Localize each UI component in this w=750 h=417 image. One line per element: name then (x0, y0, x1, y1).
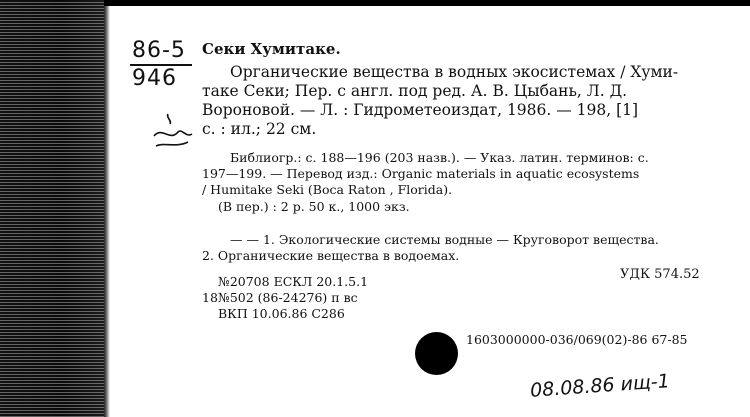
code-line: 1603000000-036/069(02)-86 67-85 (466, 332, 688, 347)
notes-line-3: / Humitake Seki (Boca Raton , Florida). (202, 182, 453, 197)
registry-line-2: №502 (86-24276) п вс (218, 290, 358, 305)
card-left-edge (104, 6, 110, 417)
handwritten-date: 08.08.86 ищ-1 (529, 370, 671, 402)
call-number-bottom: 946 (132, 66, 177, 91)
description-line-2: таке Секи; Пер. с англ. под ред. А. В. Цыбань, Л. Д. (202, 82, 628, 100)
handwritten-scribble-mark (148, 112, 200, 152)
description-line-4: с. : ил.; 22 см. (202, 120, 317, 138)
notes-line-2: 197—199. — Перевод изд.: Organic materials in aquatic ecosystems (202, 166, 640, 181)
scan-top-edge (104, 0, 750, 6)
punch-hole (415, 332, 458, 375)
description-line-1: Органические вещества в водных экосистемах / Хуми- (230, 63, 679, 81)
udc-code: УДК 574.52 (620, 267, 700, 282)
registry-line-1: №20708 ЕСКЛ 20.1.5.1 (218, 274, 369, 289)
description-line-3: Вороновой. — Л. : Гидрометеоиздат, 1986. — 198, [1] (202, 101, 639, 119)
registry-line-2-prefix: 18 (202, 290, 218, 305)
subjects-line-2: 2. Органические вещества в водоемах. (202, 248, 460, 263)
subjects-line-1: — — 1. Экологические системы водные — Круговорот вещества. (230, 232, 659, 247)
call-number-top: 86-5 (132, 38, 186, 63)
author-heading: Секи Хумитаке. (202, 40, 341, 58)
notes-line-1: Библиогр.: с. 188—196 (203 назв.). — Указ. латин. терминов: с. (230, 150, 649, 165)
registry-line-3: ВКП 10.06.86 С286 (218, 306, 345, 321)
price-line: (В пер.) : 2 р. 50 к., 1000 экз. (218, 199, 410, 214)
scan-dark-strip (0, 0, 104, 417)
